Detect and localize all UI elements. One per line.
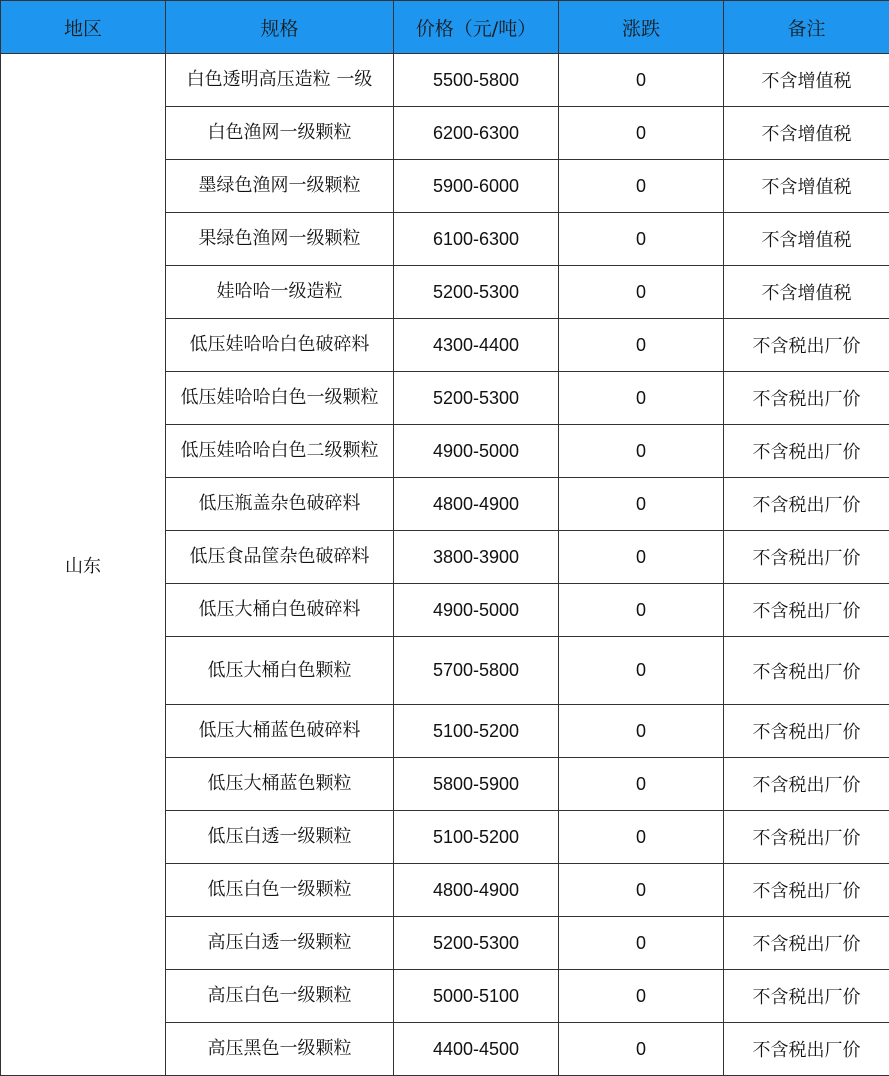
price-cell: 5900-6000 bbox=[394, 160, 559, 213]
change-cell: 0 bbox=[559, 811, 724, 864]
note-cell: 不含税出厂价 bbox=[724, 917, 889, 970]
note-cell: 不含税出厂价 bbox=[724, 637, 889, 705]
spec-cell: 高压白色一级颗粒 bbox=[166, 970, 394, 1023]
table-row bbox=[1, 54, 889, 107]
note-cell: 不含税出厂价 bbox=[724, 372, 889, 425]
price-cell: 6100-6300 bbox=[394, 213, 559, 266]
spec-cell: 低压娃哈哈白色破碎料 bbox=[166, 319, 394, 372]
header-spec: 规格 bbox=[166, 1, 394, 54]
spec-cell: 白色透明高压造粒 一级 bbox=[166, 54, 394, 107]
header-region: 地区 bbox=[1, 1, 166, 54]
region-cell: 山东 bbox=[1, 54, 166, 1076]
note-cell: 不含增值税 bbox=[724, 160, 889, 213]
price-cell: 4800-4900 bbox=[394, 864, 559, 917]
spec-cell: 低压大桶蓝色破碎料 bbox=[166, 705, 394, 758]
change-cell: 0 bbox=[559, 160, 724, 213]
spec-cell: 墨绿色渔网一级颗粒 bbox=[166, 160, 394, 213]
spec-cell: 低压食品筐杂色破碎料 bbox=[166, 531, 394, 584]
change-cell: 0 bbox=[559, 372, 724, 425]
price-cell: 4800-4900 bbox=[394, 478, 559, 531]
note-cell: 不含税出厂价 bbox=[724, 584, 889, 637]
price-cell: 5200-5300 bbox=[394, 917, 559, 970]
price-cell: 5500-5800 bbox=[394, 54, 559, 107]
note-cell: 不含增值税 bbox=[724, 213, 889, 266]
spec-cell: 低压大桶白色颗粒 bbox=[166, 637, 394, 705]
price-cell: 5000-5100 bbox=[394, 970, 559, 1023]
spec-cell: 低压大桶白色破碎料 bbox=[166, 584, 394, 637]
change-cell: 0 bbox=[559, 213, 724, 266]
note-cell: 不含税出厂价 bbox=[724, 864, 889, 917]
spec-cell: 低压白透一级颗粒 bbox=[166, 811, 394, 864]
spec-cell: 低压白色一级颗粒 bbox=[166, 864, 394, 917]
note-cell: 不含税出厂价 bbox=[724, 705, 889, 758]
header-price: 价格（元/吨） bbox=[394, 1, 559, 54]
price-cell: 5200-5300 bbox=[394, 266, 559, 319]
price-cell: 5100-5200 bbox=[394, 811, 559, 864]
note-cell: 不含税出厂价 bbox=[724, 811, 889, 864]
note-cell: 不含税出厂价 bbox=[724, 425, 889, 478]
change-cell: 0 bbox=[559, 531, 724, 584]
spec-cell: 娃哈哈一级造粒 bbox=[166, 266, 394, 319]
change-cell: 0 bbox=[559, 637, 724, 705]
change-cell: 0 bbox=[559, 584, 724, 637]
change-cell: 0 bbox=[559, 478, 724, 531]
change-cell: 0 bbox=[559, 970, 724, 1023]
note-cell: 不含税出厂价 bbox=[724, 531, 889, 584]
change-cell: 0 bbox=[559, 266, 724, 319]
header-note: 备注 bbox=[724, 1, 889, 54]
price-cell: 5800-5900 bbox=[394, 758, 559, 811]
spec-cell: 低压娃哈哈白色一级颗粒 bbox=[166, 372, 394, 425]
note-cell: 不含增值税 bbox=[724, 107, 889, 160]
change-cell: 0 bbox=[559, 705, 724, 758]
change-cell: 0 bbox=[559, 425, 724, 478]
price-cell: 4300-4400 bbox=[394, 319, 559, 372]
price-cell: 5100-5200 bbox=[394, 705, 559, 758]
change-cell: 0 bbox=[559, 917, 724, 970]
note-cell: 不含税出厂价 bbox=[724, 758, 889, 811]
price-cell: 6200-6300 bbox=[394, 107, 559, 160]
price-cell: 4400-4500 bbox=[394, 1023, 559, 1076]
price-cell: 3800-3900 bbox=[394, 531, 559, 584]
price-cell: 4900-5000 bbox=[394, 425, 559, 478]
spec-cell: 白色渔网一级颗粒 bbox=[166, 107, 394, 160]
price-cell: 4900-5000 bbox=[394, 584, 559, 637]
price-cell: 5200-5300 bbox=[394, 372, 559, 425]
note-cell: 不含增值税 bbox=[724, 54, 889, 107]
note-cell: 不含税出厂价 bbox=[724, 970, 889, 1023]
change-cell: 0 bbox=[559, 319, 724, 372]
change-cell: 0 bbox=[559, 1023, 724, 1076]
note-cell: 不含税出厂价 bbox=[724, 478, 889, 531]
spec-cell: 低压瓶盖杂色破碎料 bbox=[166, 478, 394, 531]
spec-cell: 高压白透一级颗粒 bbox=[166, 917, 394, 970]
note-cell: 不含税出厂价 bbox=[724, 1023, 889, 1076]
change-cell: 0 bbox=[559, 107, 724, 160]
spec-cell: 低压娃哈哈白色二级颗粒 bbox=[166, 425, 394, 478]
spec-cell: 果绿色渔网一级颗粒 bbox=[166, 213, 394, 266]
price-cell: 5700-5800 bbox=[394, 637, 559, 705]
note-cell: 不含税出厂价 bbox=[724, 319, 889, 372]
header-change: 涨跌 bbox=[559, 1, 724, 54]
change-cell: 0 bbox=[559, 54, 724, 107]
spec-cell: 高压黑色一级颗粒 bbox=[166, 1023, 394, 1076]
header-row bbox=[1, 1, 889, 54]
change-cell: 0 bbox=[559, 864, 724, 917]
spec-cell: 低压大桶蓝色颗粒 bbox=[166, 758, 394, 811]
change-cell: 0 bbox=[559, 758, 724, 811]
note-cell: 不含增值税 bbox=[724, 266, 889, 319]
